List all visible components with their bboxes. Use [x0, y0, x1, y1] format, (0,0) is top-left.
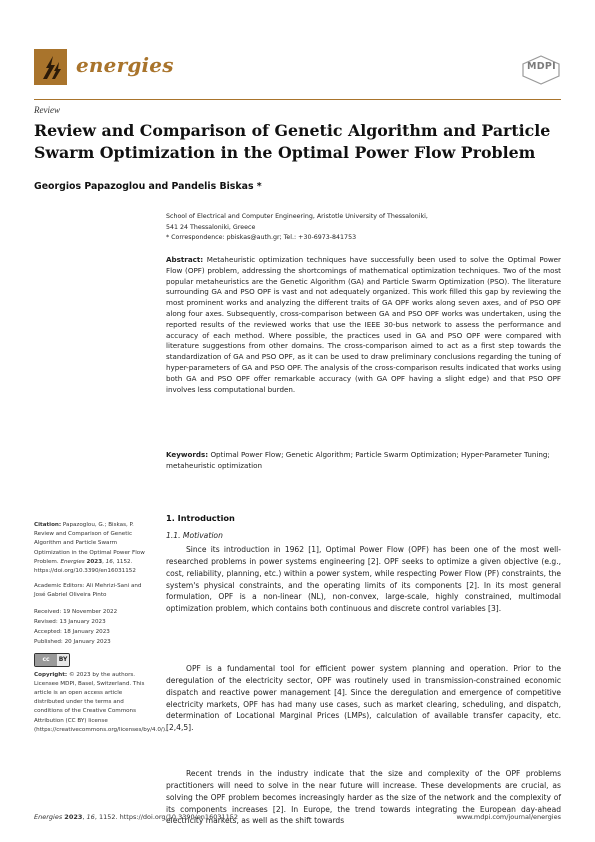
cc-icon: cc [35, 654, 57, 666]
citation-text: Papazoglou, G.; Biskas, P. Review and Comparison of Genetic Algorithm and Particle Swarm Optimization in the Optimal Power Flow Problem. [34, 522, 145, 565]
article-sidebar [34, 521, 167, 741]
abstract [166, 255, 561, 395]
body-paragraph-2: OPF is a fundamental tool for efficient power system planning and operation. Prior to the deregulation of the electricity sector, OPF was routinely used in transmission-constrained economic dispatch and reactive power management [4]. Since the deregulation and emergence of competitive electricity markets, OPF has had many use cases, such as market clearing, scheduling, and dispatch, determination of Locational Marginal Prices (LMPs), calculation of available transfer capacity, etc. [2,4,5]. [166, 664, 561, 733]
abstract-label: Abstract: [166, 255, 204, 264]
received-date: Received: 19 November 2022 [34, 608, 118, 615]
journal-header [34, 49, 561, 89]
citation-journal: Energies [60, 558, 85, 565]
author-list: Georgios Papazoglou and Pandelis Biskas * [34, 181, 262, 192]
copyright-label: Copyright: [34, 671, 68, 678]
body-paragraph-1: Since its introduction in 1962 [1], Optimal Power Flow (OPF) has been one of the most well-researched problems in power systems engineering [2]. OPF seeks to optimize a given objective (e.g., cost, reliability, planning, etc.) within a power system, while respecting Power Flow (PF) constraints, the system's physical constraints, and the operating limits of its components [2]. In its most general formulation, OPF is a non-linear (NL), non-convex, large-scale, highly constrained, multimodal optimization problem, which contains both continuous and discrete control variables [3]. [166, 545, 561, 614]
footer-journal: Energies [34, 813, 63, 821]
accepted-date: Accepted: 18 January 2023 [34, 628, 110, 635]
journal-logo-icon [34, 49, 67, 85]
affiliation-line-2: 541 24 Thessaloniki, Greece [166, 223, 256, 231]
cc-by-license-badge[interactable] [34, 653, 70, 667]
keywords-text: Optimal Power Flow; Genetic Algorithm; Particle Swarm Optimization; Hyper-Parameter Tuning; metaheuristic optimization [166, 450, 550, 470]
published-date: Published: 20 January 2023 [34, 638, 111, 645]
subsection-heading: 1.1. Motivation [166, 531, 223, 540]
copyright-text: © 2023 by the authors. Licensee MDPI, Basel, Switzerland. This article is an open access article distributed under the terms and conditions of the Creative Commons Attribution (CC BY) license (https://creativecommons.org/licenses/by/4.0/). [34, 671, 167, 733]
footer-volume: 16 [86, 813, 95, 821]
footer-doi[interactable]: , 1152. https://doi.org/10.3390/en16031152 [94, 813, 239, 821]
publication-dates [34, 607, 152, 647]
copyright [34, 671, 167, 735]
abstract-text: Metaheuristic optimization techniques have successfully been used to solve the Optimal Power Flow (OPF) problem, addressing the shortcomings of mathematical optimization techniques. Two of the most popular metaheuristics are the Genetic Algorithm (GA) and Particle Swarm Optimization (PSO). The literature surrounding GA and PSO OPF is vast and not adequately organized. This work filled this gap by reviewing the most prominent works and analyzing the different traits of GA OPF works along seven axes, and of PSO OPF along four axes. Subsequently, cross-comparison between GA and PSO OPF works was undertaken, using the reported results of the reviewed works that use the IEEE 30-bus network to assess the performance and accuracy of each method. Where possible, the practices used in GA and PSO OPF were compared with literature suggestions from other domains. The cross-comparison aimed to act as a first step towards the standardization of GA and PSO OPF, as it can be used to draw preliminary conclusions regarding the tuning of hyper-parameters of GA and PSO OPF. The analysis of the cross-comparison results indicated that works using both GA and PSO OPF offer remarkable accuracy (with GA OPF having a slight edge) and that PSO OPF involves less computational burden. [166, 255, 561, 394]
academic-editors: Academic Editors: Ali Mehrizi-Sani and José Gabriel Oliveira Pinto [34, 583, 142, 599]
header-divider [34, 99, 561, 100]
by-icon: BY [57, 654, 69, 666]
citation-year: 2023 [86, 558, 103, 565]
article-type: Review [34, 105, 60, 115]
footer-year: 2023 [64, 813, 83, 821]
publisher-name: MDPI [526, 61, 556, 72]
section-heading: 1. Introduction [166, 513, 235, 523]
citation: Citation: Papazoglou, G.; Biskas, P. Review and Comparison of Genetic Algorithm and Particle Swarm Optimization in the Optimal Power Flow Problem. Energies 2023, 16, 1152. https://doi.org/10.3390/en16031152 [34, 522, 145, 575]
footer-url[interactable]: www.mdpi.com/journal/energies [456, 813, 561, 821]
citation-label: Citation: [34, 522, 62, 528]
affiliations [166, 212, 561, 244]
affiliation-line-1: School of Electrical and Computer Engineering, Aristotle University of Thessaloniki, [166, 213, 428, 220]
body-paragraph-3: Recent trends in the industry indicate that the size and complexity of the OPF problems practitioners will need to solve in the near future will increase. These developments are crucial, as solving the OPF problem becomes increasingly harder as the size of the network and the complexity of its components increases [2]. In Europe, the trend towards integrating the European day-ahead electricity markets, as well as the shift towards [166, 769, 561, 826]
citation-doi[interactable]: 1152. https://doi.org/10.3390/en16031152 [34, 558, 136, 575]
revised-date: Revised: 13 January 2023 [34, 618, 106, 625]
correspondence: * Correspondence: pbiskas@auth.gr; Tel.: +30-6973-841753 [166, 234, 357, 241]
footer-citation: Energies 2023, 16, 1152. https://doi.org/10.3390/en16031152 [34, 813, 239, 821]
keywords [166, 450, 561, 472]
keywords-label: Keywords: [166, 450, 209, 459]
citation-volume: 16 [105, 558, 113, 565]
journal-name[interactable]: energies [76, 53, 174, 77]
journal-logo [34, 49, 67, 85]
article-title: Review and Comparison of Genetic Algorithm and Particle Swarm Optimization in the Optimal Power Flow Problem [34, 121, 551, 162]
